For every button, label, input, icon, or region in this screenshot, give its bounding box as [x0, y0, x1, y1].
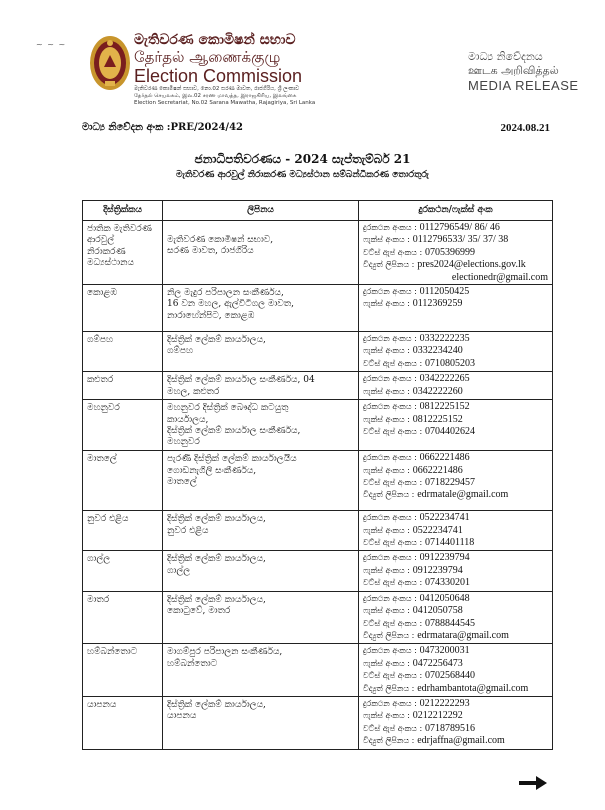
table-row [83, 511, 553, 551]
contact-line [363, 345, 548, 357]
contacts-cell [359, 285, 553, 332]
address-line: කොටුවේ, මාතර [167, 606, 231, 617]
address-line: මහල, කළුතර [167, 386, 220, 397]
address-line: දිස්ත්‍රික් ලේකම් කාර්යාලය, [167, 594, 266, 605]
district-name: කොළඹ [87, 288, 117, 299]
district-name: මහනුවර [87, 403, 120, 414]
contact-value: 0342222265 [419, 373, 470, 385]
address-line: ගොඩනැගිලි සංකීර්ණය, [167, 465, 257, 476]
contact-line [363, 723, 548, 735]
contact-label: දුරකථන අංකය : [363, 374, 417, 384]
contact-line [363, 222, 548, 234]
contact-label: ෆැක්ස් අංකය : [363, 414, 410, 424]
contact-label: ෆැක්ස් අංකය : [363, 711, 410, 721]
contact-value: 0662221486 [412, 464, 463, 476]
contact-value: 0522234741 [412, 524, 463, 536]
contact-value: 0112796533/ 35/ 37/ 38 [412, 234, 509, 246]
contact-value: 0332234240 [412, 345, 463, 357]
contact-label: ෆැක්ස් අංකය : [363, 235, 410, 245]
address-cell [163, 551, 359, 591]
contact-line [363, 577, 548, 589]
contact-label: දුරකථන අංකය : [363, 553, 417, 563]
org-name-sinhala: මැතිවරණ කොමිෂන් සභාව [134, 32, 296, 48]
document-subtitle: මැතිවරණ ආරවුල් නිරාකරණ මධ්‍යස්ථාන සම්බන්ධීකරණ තොරතුරු [176, 170, 429, 180]
contact-line [363, 735, 548, 747]
address-line: කාර්යාලය, [167, 414, 209, 425]
contact-label: විද්‍යුත් ලිපිනය : [363, 490, 415, 500]
table-row [83, 551, 553, 591]
sri-lanka-emblem-icon [88, 33, 132, 93]
contact-label: ෆැක්ස් අංකය : [363, 565, 410, 575]
district-name: මාතලේ [87, 454, 117, 465]
contacts-cell [359, 591, 553, 644]
district-name: ජාතික මැතිවරණ [87, 224, 152, 234]
contact-line [363, 386, 548, 398]
table-row [83, 591, 553, 644]
media-release-english: MEDIA RELEASE [468, 78, 579, 93]
address-cell [163, 696, 359, 749]
address-line: යාපනය [167, 711, 197, 722]
table-row [83, 451, 553, 511]
contact-value: 0788844545 [425, 617, 476, 629]
letterhead [0, 0, 605, 110]
contact-line [363, 234, 548, 246]
contact-value: 0342222260 [412, 385, 463, 397]
contact-line [363, 658, 548, 670]
address-line: මහනුවර [167, 437, 200, 448]
address-line: පැරණි දිස්ත්‍රික් ලේකම් කාර්යාලයීය [167, 454, 297, 465]
contact-value: 0710805203 [425, 357, 476, 369]
contact-line [363, 565, 548, 577]
contact-line [363, 452, 548, 464]
address-line: දිස්ත්‍රික් ලේකම් කාර්යාලය, [167, 554, 266, 565]
contact-label: දුරකථන අංකය : [363, 593, 417, 603]
contact-line [363, 358, 548, 370]
release-number: මාධ්‍ය නිවේදන අංක :PRE/2024/42 [82, 122, 244, 133]
table-row [83, 372, 553, 400]
table-row [83, 285, 553, 332]
address-cell [163, 591, 359, 644]
address-cell [163, 332, 359, 372]
contacts-cell [359, 511, 553, 551]
contacts-cell [359, 332, 553, 372]
contact-label: දුරකථන අංකය : [363, 453, 417, 463]
address-line: මාගම්පුර පරිපාලන සංකීර්ණය, [167, 647, 283, 658]
contact-line [363, 401, 548, 413]
contacts-cell [359, 696, 553, 749]
contact-line [363, 298, 548, 310]
table-row [83, 644, 553, 697]
contact-value: 0704402624 [425, 426, 476, 438]
contact-value: 0112050425 [419, 286, 470, 298]
contact-value: 0412050758 [412, 605, 463, 617]
contact-line [363, 426, 548, 438]
contact-value: 0472256473 [412, 657, 463, 669]
contact-value: 0473200031 [419, 645, 470, 657]
address-line: ගාල්ල [167, 565, 191, 576]
contact-label: දුරකථන අංකය : [363, 334, 417, 344]
contact-line [363, 512, 548, 524]
contact-label: ෆැක්ස් අංකය : [363, 386, 410, 396]
district-cell [83, 400, 163, 451]
contact-line [363, 537, 548, 549]
table-row [83, 332, 553, 372]
contact-line [363, 552, 548, 564]
header-address: ලිපිනය [163, 201, 359, 221]
address-line: නාරාහේන්පිට, කොළඹ [167, 310, 255, 321]
contact-value: 0912239794 [412, 564, 463, 576]
contact-line [363, 698, 548, 710]
district-name: මධ්‍යස්ථානය [87, 258, 134, 269]
district-name: හම්බන්තොට [87, 647, 138, 658]
contact-value: 0212212292 [412, 710, 463, 722]
contact-label: විද්‍යුත් ලිපිනය : [363, 630, 415, 640]
contact-label: වට්ස් ඇප් අංකය : [363, 427, 423, 437]
contact-label: ෆැක්ස් අංකය : [363, 465, 410, 475]
contact-label: වට්ස් ඇප් අංකය : [363, 671, 423, 681]
address-line: සරණ මාවත, රාජගිරිය [167, 246, 254, 257]
contact-label: දුරකථන අංකය : [363, 287, 417, 297]
contact-value: edrmatara@gmail.com [417, 629, 509, 641]
contact-value: 0705396999 [425, 246, 476, 258]
contact-line [363, 333, 548, 345]
district-name: මාතර [87, 594, 110, 605]
contact-label: විද්‍යුත් ලිපිනය : [363, 260, 415, 270]
address-line: හම්බන්තොට [167, 658, 218, 669]
contact-value: 0112796549/ 86/ 46 [419, 222, 500, 233]
contact-line [363, 477, 548, 489]
address-cell [163, 285, 359, 332]
contact-label: වට්ස් ඇප් අංකය : [363, 247, 423, 257]
org-name-english: Election Commission [134, 66, 303, 86]
district-cell [83, 511, 163, 551]
contact-label: විද්‍යුත් ලිපිනය : [363, 683, 415, 693]
address-line: දිස්ත්‍රික් ලේකම් කාර්යාල සංකීර්ණය, 04 [167, 375, 315, 386]
contact-label: වට්ස් ඇප් අංකය : [363, 723, 423, 733]
contact-value: 0522234741 [419, 512, 470, 524]
address-line: නිල මැදුර පරිපාලන සංකීර්ණය, [167, 288, 284, 299]
address-line: මහනුවර දිස්ත්‍රික් බෞද්ධ කටයුතු [167, 403, 289, 414]
district-cell [83, 591, 163, 644]
contacts-cell [359, 400, 553, 451]
address-line: 16 වන මහල, ඇල්විටිගල මාවත, [167, 299, 294, 310]
table-header-row [83, 201, 553, 221]
contact-line [363, 259, 548, 271]
district-cell [83, 551, 163, 591]
contacts-cell [359, 221, 553, 285]
contact-label: ෆැක්ස් අංකය : [363, 346, 410, 356]
contact-value: 074330201 [425, 577, 471, 589]
contacts-cell [359, 451, 553, 511]
header-district: දිස්ත්‍රික්කය [83, 201, 163, 221]
media-release-sinhala: මාධ්‍ය නිවේදනය [468, 50, 543, 63]
contact-label: වට්ස් ඇප් අංකය : [363, 538, 423, 548]
address-cell [163, 400, 359, 451]
contact-label: දුරකථන අංකය : [363, 698, 417, 708]
contact-line [363, 645, 548, 657]
organisation-name [134, 32, 364, 107]
district-cell [83, 221, 163, 285]
address-line: දිස්ත්‍රික් ලේකම් කාර්යාලය, [167, 335, 266, 346]
contact-label: දුරකථන අංකය : [363, 402, 417, 412]
release-date: 2024.08.21 [500, 122, 550, 134]
district-cell [83, 285, 163, 332]
district-name: නිරාකරණ [87, 246, 126, 257]
media-release-label [468, 50, 578, 94]
org-name-tamil: தேர்தல் ஆணைக்குழு [134, 48, 281, 66]
district-cell [83, 451, 163, 511]
district-cell [83, 644, 163, 697]
contact-line [363, 593, 548, 605]
contact-line [363, 670, 548, 682]
contact-line [363, 465, 548, 477]
address-line: දිස්ත්‍රික් ලේකම් කාර්යාලය, [167, 699, 266, 710]
address-line [167, 224, 354, 235]
contact-value: edrmatale@gmail.com [417, 489, 509, 501]
handwritten-mark: ~ ~ ~ [36, 40, 67, 49]
contact-value: 0412050648 [419, 592, 470, 604]
document-title: ජනාධිපතිවරණය - 2024 සැප්තැම්බර් 21 [194, 152, 411, 166]
address-cell [163, 372, 359, 400]
contact-label: දුරකථන අංකය : [363, 513, 417, 523]
district-name: ආරවුල් [87, 235, 115, 246]
contacts-cell [359, 644, 553, 697]
district-name: කළුතර [87, 375, 114, 386]
district-name: ගාල්ල [87, 554, 111, 565]
district-name: නුවර එළිය [87, 514, 129, 525]
contact-label: ෆැක්ස් අංකය : [363, 606, 410, 616]
contacts-cell [359, 372, 553, 400]
address-tamil: தேர்தல் செயலகம், இல.02 சரண மாவத்த, இராஜகிரிய, இலங்கை [134, 93, 297, 99]
reference-line [82, 122, 550, 138]
contact-label: ෆැක්ස් අංකය : [363, 525, 410, 535]
contact-email-secondary: electionedr@gmail.com [451, 271, 548, 283]
address-line: නුවර එළිය [167, 525, 209, 536]
address-line: ගම්පහ [167, 346, 194, 357]
district-cell [83, 372, 163, 400]
contact-line [363, 618, 548, 630]
contact-value: 0912239794 [419, 552, 470, 564]
contact-line [363, 373, 548, 385]
media-release-tamil: ஊடக அறிவித்தல் [468, 64, 559, 77]
contact-label: වට්ස් ඇප් අංකය : [363, 358, 423, 368]
contacts-cell [359, 551, 553, 591]
arrow-right-icon [518, 775, 548, 791]
contact-value: 0718789516 [425, 722, 476, 734]
address-line: මැතිවරණ කොමිෂන් සභාව, [167, 235, 274, 245]
contact-value: 0702568440 [425, 670, 476, 682]
address-sinhala: මැතිවරණ කොමිෂන් සභාව, නො.02 සරණ මාවත, රාජගිරිය, ශ්‍රී ලංකාව [134, 86, 300, 92]
contact-label: වට්ස් ඇප් අංකය : [363, 578, 423, 588]
contact-value: 0212222293 [419, 697, 470, 709]
table-row [83, 221, 553, 285]
contact-line [363, 683, 548, 695]
contact-value: 0662221486 [419, 452, 470, 464]
contact-value: edrhambantota@gmail.com [417, 682, 529, 694]
address-english: Election Secretariat, No.02 Sarana Mawatha, Rajagiriya, Sri Lanka [134, 100, 316, 106]
contact-value: 0812225152 [412, 413, 463, 425]
contact-value: 0714401118 [425, 537, 475, 549]
district-name: ගම්පහ [87, 335, 114, 346]
contact-line [363, 710, 548, 722]
table-row [83, 400, 553, 451]
contact-value: 0332222235 [419, 333, 470, 345]
contact-label: වට්ස් ඇප් අංකය : [363, 618, 423, 628]
table-row [83, 696, 553, 749]
address-cell [163, 221, 359, 285]
contact-label: ෆැක්ස් අංකය : [363, 299, 410, 309]
header-contacts: දුරකථන/ෆැක්ස් අංක [359, 201, 553, 221]
address-cell [163, 511, 359, 551]
contact-line [363, 489, 548, 501]
contact-line [363, 414, 548, 426]
contact-line [363, 247, 548, 259]
address-line: දිස්ත්‍රික් ලේකම් කාර්යාලය, [167, 514, 266, 525]
contact-value: 0812225152 [419, 401, 470, 413]
contact-value: 0112369259 [412, 298, 463, 310]
district-cell [83, 332, 163, 372]
contact-line [363, 605, 548, 617]
contact-line [363, 630, 548, 642]
contact-line [363, 286, 548, 298]
contact-value: 0718229457 [425, 477, 476, 489]
address-cell [163, 644, 359, 697]
contact-label: විද්‍යුත් ලිපිනය : [363, 736, 415, 746]
contact-label: දුරකථන අංකය : [363, 223, 417, 232]
contact-value: edrjaffna@gmail.com [417, 735, 505, 747]
contact-value: pres2024@elections.gov.lk [417, 259, 526, 271]
address-line: දිස්ත්‍රික් ලේකම් කාර්යාල සංකීර්ණය, [167, 426, 301, 437]
contact-table [82, 200, 553, 750]
contact-line [363, 525, 548, 537]
contact-label: ෆැක්ස් අංකය : [363, 658, 410, 668]
address-line: මාතලේ [167, 477, 197, 488]
contact-label: වට්ස් ඇප් අංකය : [363, 478, 423, 488]
contact-label: දුරකථන අංකය : [363, 646, 417, 656]
district-cell [83, 696, 163, 749]
address-cell [163, 451, 359, 511]
district-name: යාපනය [87, 699, 117, 710]
